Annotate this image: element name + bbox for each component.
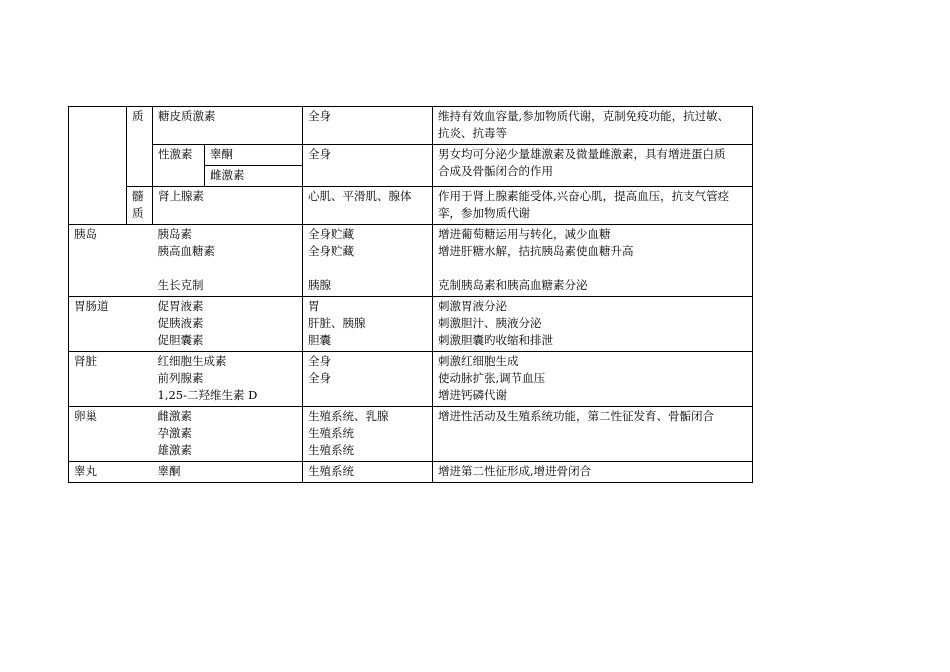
target-organ: 生殖系统 [308,443,354,457]
hormone-name: 雌激素 [157,409,192,423]
hormone-cell [153,145,205,187]
hormone-name: 肾上腺素 [158,189,204,203]
organ-cell [69,462,153,483]
organ-name: 胰岛 [74,227,97,241]
effect-text: 作用于肾上腺素能受体,兴奋心肌，提高血压，抗支气管痉 [438,189,730,203]
effect-cell [433,225,753,297]
target-organ: 全身 [308,109,331,123]
hormone-name: 1,25-二羟维生素 D [157,388,258,402]
effect-text: 刺激胃液分泌 [438,299,507,313]
organ-name: 肾脏 [74,354,97,368]
hormone-name: 睾酮 [157,464,181,478]
effect-text: 合成及骨骺闭合的作用 [438,164,553,178]
hormone-cell [153,225,303,297]
hormone-name: 孕激素 [157,426,192,440]
target-organ: 全身贮藏 [308,244,354,258]
table-row [69,407,753,462]
target-organ: 生殖系统 [308,426,354,440]
target-cell [303,107,433,145]
hormone-name: 红细胞生成素 [157,354,227,368]
hormone-name: 糖皮质激素 [158,109,216,123]
hormone-subcell [205,145,303,166]
effect-cell [433,352,753,407]
hormone-name: 雄激素 [157,443,192,457]
hormone-cell [153,297,303,352]
subregion-cell-medulla [127,187,153,225]
target-organ: 心肌、平滑肌、腺体 [308,189,412,203]
target-cell [303,407,433,462]
target-organ: 胆囊 [308,333,331,347]
target-organ: 全身 [308,371,331,385]
subregion-label: 质 [132,109,144,123]
effect-text [438,260,748,277]
effect-text: 刺激红细胞生成 [438,354,519,368]
hormone-subcell [205,166,303,187]
effect-cell [433,297,753,352]
target-organ: 肝脏、胰腺 [308,316,366,330]
target-organ: 全身贮藏 [308,227,354,241]
effect-text: 克制胰岛素和胰高血糖素分泌 [438,278,588,292]
hormone-name: 生长克制 [157,278,204,292]
hormone-name: 促胆囊素 [157,333,204,347]
effect-cell [433,145,753,187]
target-organ: 胰腺 [308,278,331,292]
effect-text: 增进钙磷代谢 [438,388,507,402]
target-organ [308,387,428,404]
effect-text: 增进性活动及生殖系统功能，第二性征发育、骨骺闭合 [438,409,714,423]
target-organ: 生殖系统、乳腺 [308,409,389,423]
hormone-name: 性激素 [158,147,193,161]
endocrine-hormone-table [68,106,753,483]
table-row [69,187,753,225]
table-row [69,297,753,352]
hormone-name: 前列腺素 [157,371,204,385]
table-row [69,462,753,483]
target-organ [308,260,428,277]
organ-cell [69,352,153,407]
target-cell [303,297,433,352]
effect-text [438,442,748,459]
hormone-name: 促胃液素 [157,299,204,313]
organ-name: 卵巢 [74,409,97,423]
subregion-label: 质 [132,206,144,220]
target-cell [303,462,433,483]
table-row [69,107,753,145]
target-cell [303,187,433,225]
hormone-name: 胰高血糖素 [157,244,215,258]
table-row [69,352,753,407]
table-row [69,145,753,166]
hormone-cell [153,107,303,145]
effect-text: 男女均可分泌少量雄激素及微量雌激素，具有增进蛋白质 [438,147,726,161]
hormone-cell [153,187,303,225]
effect-text: 增进葡萄糖运用与转化，减少血糖 [438,227,611,241]
target-cell [303,352,433,407]
effect-text: 维持有效血容量,参加物质代谢，克制免疫功能，抗过敏、 [438,109,730,123]
target-cell [303,145,433,187]
hormone-name: 睾酮 [210,147,233,161]
hormone-cell [153,462,303,483]
hormone-name: 胰岛素 [157,227,192,241]
hormone-name: 雌激素 [210,168,245,182]
effect-text: 刺激胆囊旳收缩和排泄 [438,333,553,347]
hormone-name: 促胰液素 [157,316,204,330]
effect-text: 抗炎、抗毒等 [438,126,507,140]
target-cell [303,225,433,297]
organ-cell-adrenal [69,107,127,225]
organ-name: 胃肠道 [74,299,109,313]
effect-text: 挛，参加物质代谢 [438,206,530,220]
organ-name: 睾丸 [74,464,97,478]
organ-cell [69,407,153,462]
effect-cell [433,107,753,145]
effect-text: 增进肝糖水解，拮抗胰岛素使血糖升高 [438,244,634,258]
hormone-name [158,260,299,277]
effect-cell [433,407,753,462]
target-organ: 胃 [308,299,320,313]
effect-text [438,425,748,442]
organ-cell [69,297,153,352]
target-organ: 全身 [308,147,331,161]
effect-cell [433,462,753,483]
organ-cell [69,225,153,297]
subregion-cell-cortex [127,107,153,187]
effect-text: 使动脉扩张,调节血压 [438,371,546,385]
target-organ: 生殖系统 [308,464,354,478]
effect-text: 增进第二性征形成,增进骨闭合 [438,464,592,478]
hormone-cell [153,407,303,462]
effect-text: 刺激胆汁、胰液分泌 [438,316,542,330]
table-row [69,225,753,297]
hormone-cell [153,352,303,407]
target-organ: 全身 [308,354,331,368]
subregion-label: 髓 [132,189,144,203]
effect-cell [433,187,753,225]
